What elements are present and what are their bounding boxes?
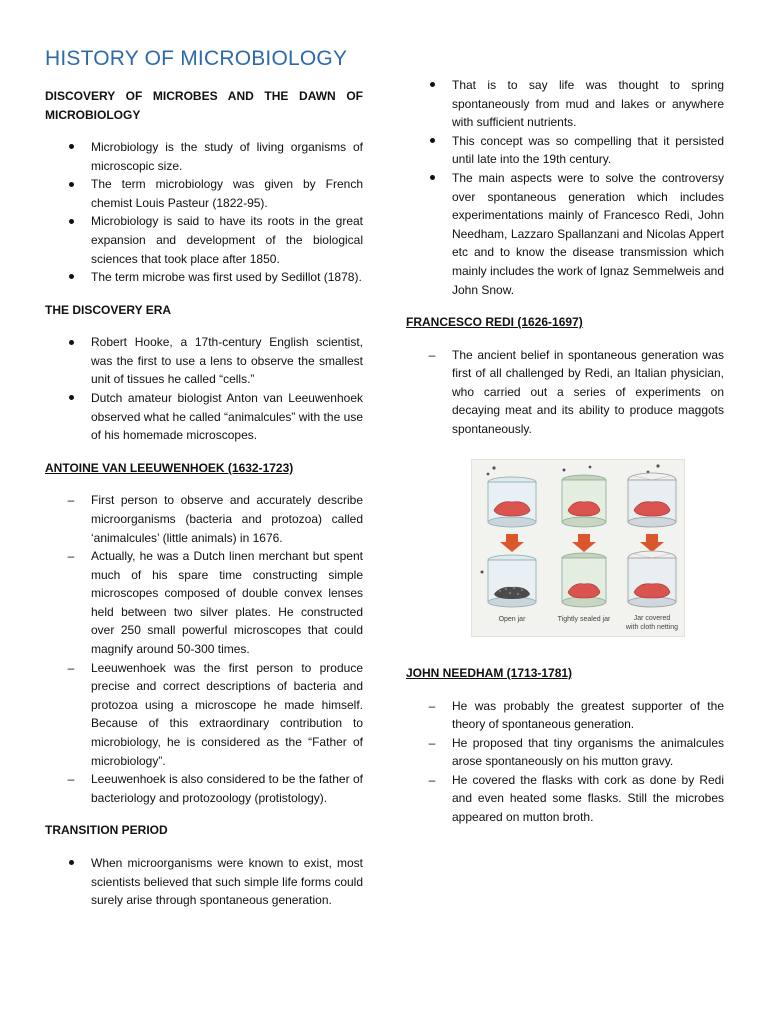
list-item: – Leeuwenhoek was the first person to produce precise and correct descriptions of bacteria and protozoa using a microscope he made himself. Because of this extraordinary contribution to microbiology, he is considered as the “Father of microbiology”. [45, 659, 363, 771]
netted-jar-bottom [628, 551, 676, 607]
list-item: – He proposed that tiny organisms the animalcules arose spontaneously on his mutton gravy. [406, 734, 724, 771]
section-heading-john-needham: JOHN NEEDHAM (1713-1781) [406, 666, 573, 680]
list-item: Robert Hooke, a 17th-century English scientist, was the first to use a lens to observe the smallest unit of tissues he called “cells.” [45, 333, 363, 389]
section-heading-discovery-of-microbes: DISCOVERY OF MICROBES AND THE DAWN OF MICROBIOLOGY [45, 89, 363, 122]
bullet-list-discovery-era [45, 333, 363, 445]
list-item: – He was probably the greatest supporter of the theory of spontaneous generation. [406, 697, 724, 734]
bullet-icon [64, 333, 78, 352]
bullet-icon [64, 212, 78, 231]
list-item: The term microbe was first used by Sedillot (1878). [45, 268, 363, 287]
list-item: – Leeuwenhoek is also considered to be the father of bacteriology and protozoology (protistology). [45, 770, 363, 807]
bullet-icon [425, 132, 439, 151]
list-item: Microbiology is the study of living organisms of microscopic size. [45, 138, 363, 175]
dash-icon: – [67, 772, 75, 787]
dash-icon: – [428, 698, 436, 713]
list-item: Dutch amateur biologist Anton van Leeuwenhoek observed what he called “animalcules” with the use of his homemade microscopes. [45, 389, 363, 445]
dash-icon: – [67, 493, 75, 508]
bullet-icon [64, 175, 78, 194]
section-heading-francesco-redi: FRANCESCO REDI (1626-1697) [406, 315, 583, 330]
dash-icon: – [428, 735, 436, 750]
sealed-jar-bottom [562, 553, 606, 607]
list-item: – Actually, he was a Dutch linen merchant but spent much of his spare time constructing simple microscopes composed of double convex lenses held between two silver plates. He constructed over 250 small powerful microscopes that could magnify around 50-300 times. [45, 547, 363, 659]
figure-caption-sealed-jar: Tightly sealed jar [557, 616, 611, 623]
figure-caption-open-jar: Open jar [498, 616, 526, 623]
dash-icon: – [428, 347, 436, 362]
figure-caption-netted-jar-line2: with cloth netting [625, 624, 679, 631]
dash-list-redi [406, 346, 724, 439]
list-item: When microorganisms were known to exist, most scientists believed that such simple life forms could surely arise through spontaneous generation. [45, 854, 363, 910]
bullet-icon [64, 268, 78, 287]
list-item: The term microbiology was given by French chemist Louis Pasteur (1822-95). [45, 175, 363, 212]
list-item: – The ancient belief in spontaneous generation was first of all challenged by Redi, an Italian physician, who carried out a series of experiments on decaying meat and its ability to produce maggots spontaneously. [406, 346, 724, 439]
list-item: The main aspects were to solve the controversy over spontaneous generation which includes experimentations mainly of Francesco Redi, John Needham, Lazzaro Spallanzani and Nicolas Appert etc and to know the disease transmission which mainly includes the work of Ignaz Semmelweis and John Snow. [406, 169, 724, 299]
bullet-icon [64, 854, 78, 873]
bullet-icon [64, 389, 78, 408]
arrow-down-icon [500, 534, 664, 552]
bullet-list-spontaneous-generation [406, 76, 724, 299]
left-column [45, 87, 363, 910]
dash-icon: – [428, 772, 436, 787]
list-item: Microbiology is said to have its roots in the great expansion and development of the biological sciences that took place after 1850. [45, 212, 363, 268]
figure-caption-netted-jar-line1: Jar covered [633, 615, 671, 622]
dash-list-needham [406, 697, 724, 827]
section-heading-transition-period: TRANSITION PERIOD [45, 823, 168, 838]
netted-jar-top [628, 473, 676, 527]
open-jar-top [488, 477, 536, 527]
bullet-icon [425, 76, 439, 95]
list-item: – He covered the flasks with cork as done by Redi and even heated some flasks. Still the microbes appeared on mutton broth. [406, 771, 724, 827]
open-jar-bottom [488, 555, 536, 607]
list-item: – First person to observe and accurately describe microorganisms (bacteria and protozoa) called ‘animalcules’ (little animals) in 1676. [45, 491, 363, 547]
dash-list-leeuwenhoek [45, 491, 363, 807]
bullet-icon [64, 138, 78, 157]
section-heading-discovery-era: THE DISCOVERY ERA [45, 302, 172, 317]
redi-experiment-figure [471, 459, 685, 637]
bullet-icon [425, 169, 439, 188]
right-column [406, 76, 724, 439]
sealed-jar-top [562, 475, 606, 527]
dash-icon: – [67, 660, 75, 675]
list-item: That is to say life was thought to spring spontaneously from mud and lakes or anywhere with sufficient nutrients. [406, 76, 724, 132]
redi-experiment-illustration [472, 460, 684, 636]
bullet-list-discovery-of-microbes [45, 138, 363, 287]
bullet-list-transition-period [45, 854, 363, 910]
right-column-lower [406, 664, 724, 827]
dash-icon: – [67, 549, 75, 564]
section-heading-leeuwenhoek: ANTOINE VAN LEEUWENHOEK (1632-1723) [45, 460, 294, 475]
page-title: HISTORY OF MICROBIOLOGY [45, 47, 348, 70]
list-item: This concept was so compelling that it persisted until late into the 19th century. [406, 132, 724, 169]
